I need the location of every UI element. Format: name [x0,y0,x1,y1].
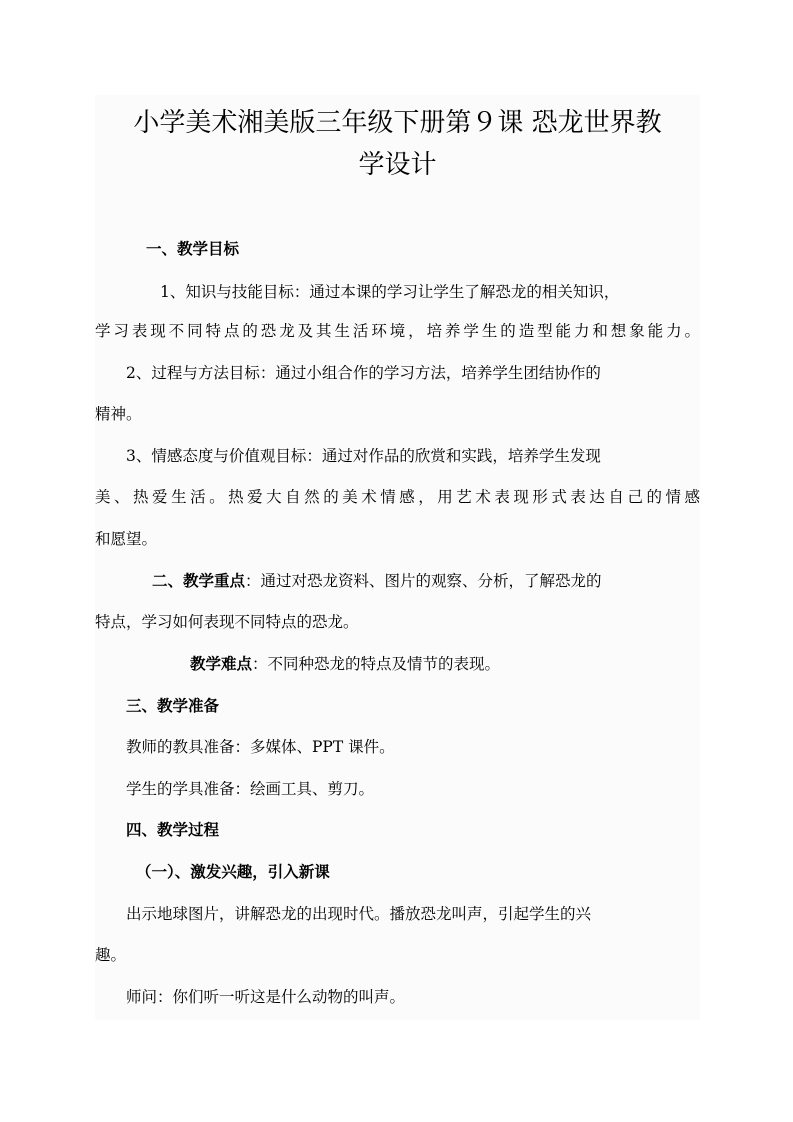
section1-item3-line2: 美、热爱生活。热爱大自然的美术情感，用艺术表现形式表达自己的情感 [95,488,700,506]
section2-text-line2: 特点，学习如何表现不同特点的恐龙。 [95,613,359,631]
document-title-line2: 学设计 [358,150,437,180]
section1-item1-line1: 1、知识与技能目标：通过本课的学习让学生了解恐龙的相关知识， [160,283,620,301]
difficulty-colon: ： [252,655,268,673]
section3-student: 学生的学具准备：绘画工具、剪刀。 [126,780,375,798]
section3-teacher: 教师的教具准备：多媒体、PPT 课件。 [126,738,395,756]
section1-item3-line3: 和愿望。 [95,530,158,548]
section1-item2-line1: 2、过程与方法目标：通过小组合作的学习方法，培养学生团结协作的 [126,364,601,382]
section2-line1 [152,570,602,592]
section4-p1-line2: 趣。 [95,946,127,964]
section4-p2: 师问：你们听一听这是什么动物的叫声。 [126,988,406,1006]
section3-heading: 三、教学准备 [126,696,220,715]
section4-sub1-heading: （一）、激发兴趣，引入新课 [136,862,330,881]
document-title-line1: 小学美术湘美版三年级下册第９课 恐龙世界教 [133,108,662,138]
section2-difficulty [190,653,500,675]
section1-item1-line2: 学习表现不同特点的恐龙及其生活环境，培养学生的造型能力和想象能力。 [95,322,700,340]
section2-heading: 二、教学重点 [152,571,246,590]
section1-item3-line1: 3、情感态度与价值观目标：通过对作品的欣赏和实践，培养学生发现 [126,447,601,465]
section2-heading-colon: ： [245,572,261,590]
difficulty-text: 不同种恐龙的特点及情节的表现。 [267,655,501,673]
difficulty-label: 教学难点 [190,654,253,673]
section1-heading: 一、教学目标 [146,239,240,258]
section4-heading: 四、教学过程 [126,820,220,839]
section4-p1-line1: 出示地球图片，讲解恐龙的出现时代。播放恐龙叫声，引起学生的兴 [126,905,592,923]
section2-text-line1: 通过对恐龙资料、图片的观察、分析，了解恐龙的 [260,572,602,590]
section1-item2-line2: 精神。 [95,405,142,423]
